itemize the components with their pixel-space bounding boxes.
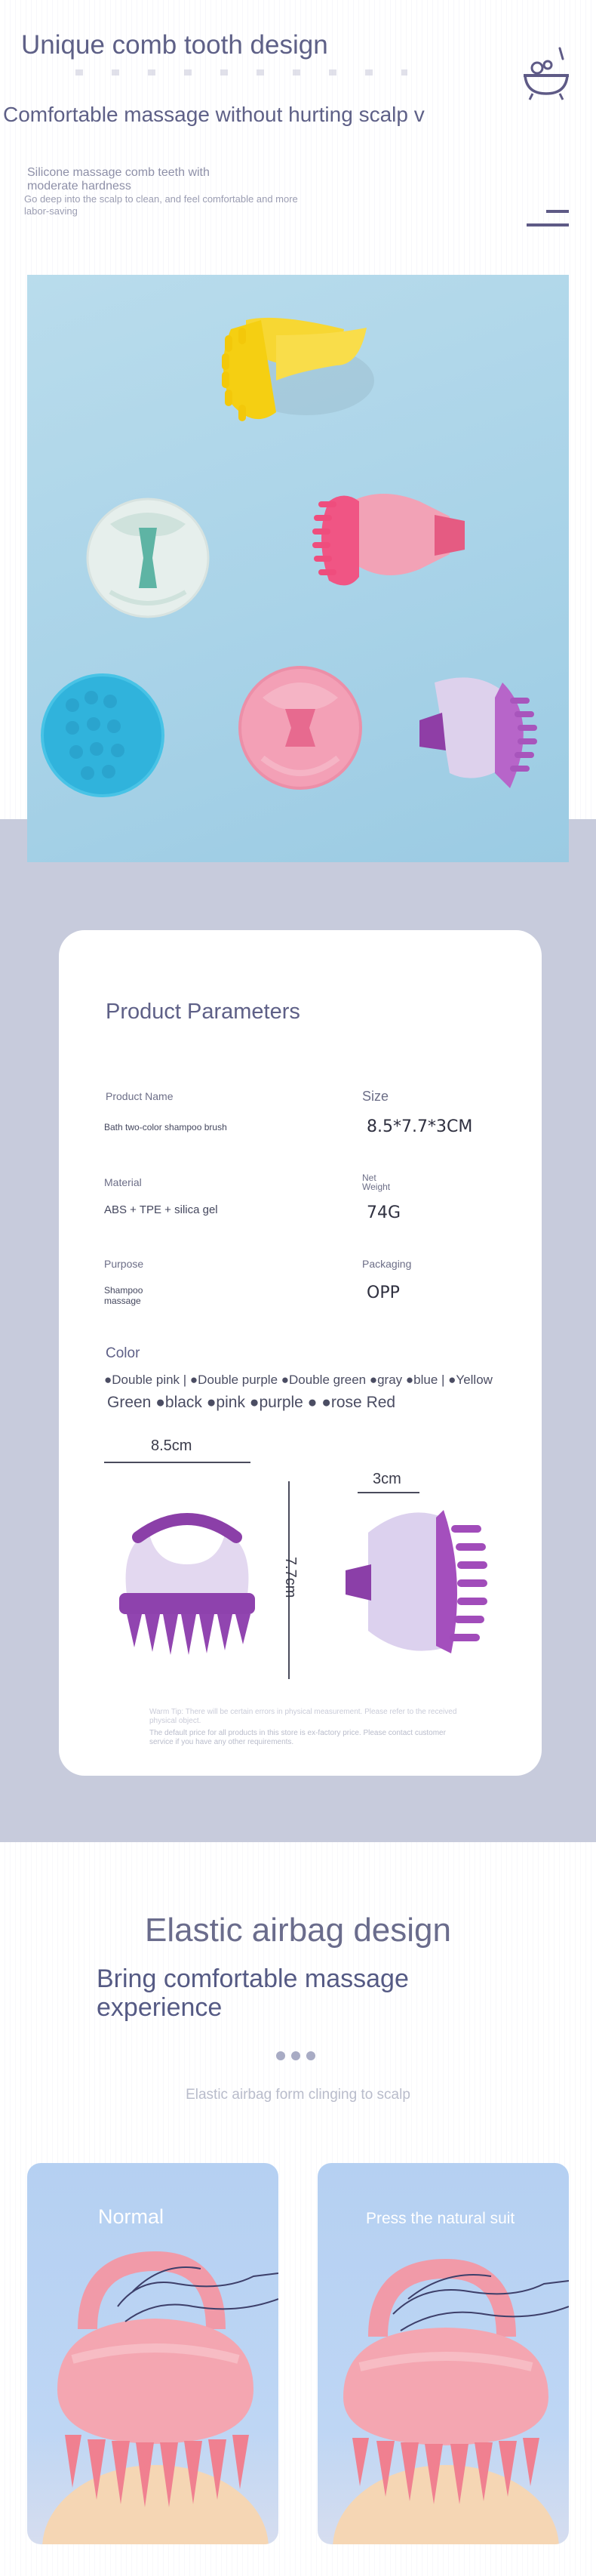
dimension-depth-line: [358, 1492, 419, 1493]
color-label: Color: [106, 1345, 140, 1361]
weight-value: 74G: [367, 1203, 401, 1222]
white-green-comb: [88, 499, 208, 617]
product-photo: [27, 275, 569, 862]
pink-comb-top: [240, 667, 361, 788]
size-value: 8.5*7.7*3CM: [367, 1117, 473, 1136]
panel-normal: [27, 2163, 278, 2544]
feature-description: Go deep into the scalp to clean, and feel comfortable and more labor-saving: [24, 193, 298, 217]
hero-title: Unique comb tooth design: [21, 30, 328, 60]
comb-hand-press-illustration: [318, 2246, 569, 2544]
blue-comb: [42, 675, 163, 796]
material-value: ABS + TPE + silica gel: [104, 1203, 218, 1216]
yellow-comb: [222, 318, 374, 421]
packaging-value: OPP: [367, 1283, 400, 1302]
airbag-subtitle: Bring comfortable massage experience: [97, 1964, 409, 2022]
parameters-title: Product Parameters: [106, 1000, 300, 1024]
purpose-label: Purpose: [104, 1258, 144, 1270]
material-label: Material: [104, 1176, 142, 1188]
comb-front-illustration: [97, 1504, 278, 1670]
feature-title: Silicone massage comb teeth with moderate hardness: [27, 166, 210, 193]
product-name-label: Product Name: [106, 1090, 174, 1102]
airbag-section: [0, 1842, 596, 2576]
airbag-title: Elastic airbag design: [144, 1912, 451, 1949]
panel-press-label: Press the natural suit: [366, 2210, 515, 2227]
pink-comb-side: [312, 494, 465, 585]
weight-label: Net Weight: [362, 1172, 391, 1192]
packaging-label: Packaging: [362, 1258, 412, 1270]
dimension-width-line: [104, 1462, 250, 1463]
panel-normal-label: Normal: [98, 2205, 164, 2228]
dimension-depth: 3cm: [373, 1471, 401, 1487]
bath-tub-icon: [521, 45, 572, 101]
parameters-card: [59, 930, 542, 1776]
size-label: Size: [362, 1089, 389, 1104]
decorative-dots: [276, 2051, 321, 2064]
airbag-description: Elastic airbag form clinging to scalp: [186, 2087, 410, 2103]
comb-side-illustration: [338, 1495, 489, 1669]
purple-comb: [419, 677, 537, 788]
faded-text-decoration: [75, 69, 407, 75]
dimension-width: 8.5cm: [151, 1437, 192, 1454]
price-note: The default price for all products in this store is ex-factory price. Please contact customer service if you have any other requirements.: [149, 1729, 446, 1746]
warm-tip-note: Warm Tip: There will be certain errors in physical measurement. Please refer to the received physical object.: [149, 1708, 457, 1725]
dimension-height: 7.7cm: [282, 1557, 299, 1598]
decorative-lines: [527, 210, 569, 233]
color-options-line-1: ●Double pink | ●Double purple ●Double green ●gray ●blue | ●Yellow: [104, 1373, 493, 1387]
purpose-value: Shampoo massage: [104, 1285, 143, 1306]
panel-press: [318, 2163, 569, 2544]
comb-hand-normal-illustration: [27, 2246, 278, 2544]
color-options-line-2: Green ●black ●pink ●purple ● ●rose Red: [107, 1394, 396, 1411]
hero-subtitle: Comfortable massage without hurting scalp v: [3, 103, 425, 126]
product-name-value: Bath two-color shampoo brush: [104, 1122, 227, 1132]
